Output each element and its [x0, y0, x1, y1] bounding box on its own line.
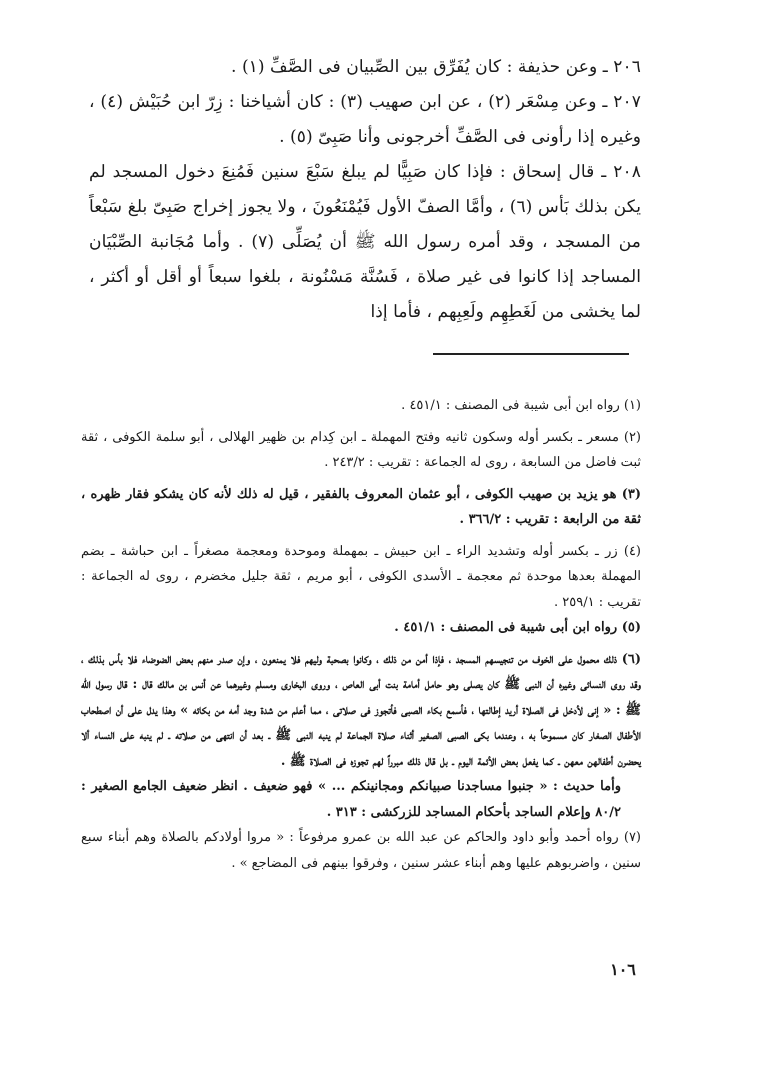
footnote-6-continued: وأما حديث : « جنبوا مساجدنا صبيانكم ومجانينكم ... » فهو ضعيف . انظر ضعيف الجامع الصغير : ٨٠/٢ وإعلام الساجد بأحكام المساجد للزركشى : ٣١٣ .: [81, 779, 621, 820]
paragraph-206: ٢٠٦ ـ وعن حذيفة : كان يُفَرِّق بين الصِّبيان فى الصَّفِّ (١) .: [231, 57, 641, 77]
footnote-1: (١) رواه ابن أبى شيبة فى المصنف : ٤٥١/١ .: [401, 398, 641, 413]
paragraph-207: ٢٠٧ ـ وعن مِسْعَر (٢) ، عن ابن صهيب (٣) : كان أشياخنا : زِرّ ابن حُبَيْش (٤) ، وغيره إذا رأونى فى الصَّفِّ أخرجونى وأنا صَبِىّ (٥) .: [89, 92, 641, 147]
footnote-3: (٣) هو يزيد بن صهيب الكوفى ، أبو عثمان المعروف بالفقير ، قيل له ذلك لأنه كان يشكو فقار ظهره ، ثقة من الرابعة : تقريب : ٣٦٦/٢ .: [81, 486, 641, 527]
main-text: [89, 50, 641, 330]
page-number: ١٠٦: [610, 960, 636, 979]
footnotes: [81, 393, 641, 876]
footnote-divider: [433, 353, 629, 355]
footnote-4: (٤) زر ـ بكسر أوله وتشديد الراء ـ ابن حبيش ـ بمهملة وموحدة ومعجمة مصغراً ـ ابن حباشة ـ بضم المهملة بعدها موحدة ثم معجمة ـ الأسدى الكوفى ، أبو مريم ، ثقة جليل مخضرم ، روى له الجماعة : تقريب : ٢٥٩/١ .: [81, 543, 641, 610]
paragraph-208: ٢٠٨ ـ قال إسحاق : فإذا كان صَبِيًّا لم يبلغ سَبْعَ سنين فَمُنِعَ دخول المسجد لم يكن بذلك بَأس (٦) ، وأمَّا الصفّ الأول فَيُمْنَعُونَ ، ولا يجوز إخراج صَبِىّ بلغ سَبْعاً من المسجد ، وقد أمره رسول الله ﷺ أن يُصَلِّى (٧) . وأما مُجَانبة الصِّبْيَان المساجد إذا كانوا فى غير صلاة ، فَسُنَّة مَسْنُونة ، بلغوا سبعاً أو أقل أو أكثر ، لما يخشى من لَغَطِهِم ولَعِبِهم ، فأما إذا: [89, 162, 642, 322]
footnote-6: (٦) ذلك محمول على الخوف من تنجيسهم المسجد ، فإذا أمن من ذلك ، وكانوا بصحبة وليهم فلا يمنعون ، وإن صدر منهم بعض الضوضاء فلا بأس بذلك ، وقد روى النسائى وغيره أن النبى ﷺ كان يصلى وهو حامل أمامة بنت أبى العاص ، وروى البخارى ومسلم وغيرهما عن أنس بن مالك قال : قال رسول الله ﷺ : « إنى لأدخل فى الصلاة أريد إطالتها ، فأسمع بكاء الصبى فأتجوز فى صلاتى ، مما أعلم من شدة وجد أمه من بكائه » وهذا يدل على أن اصطحاب الأطفال الصغار كان مسموحاً به ، وعندما بكى الصبى الصغير أثناء صلاة الجماعة لم ينبه النبى ﷺ ـ بعد أن انتهى من صلاته ـ لم ينبه على النساء ألا يحضرن أطفالهن معهن ـ كما يفعل بعض الأئمة اليوم ـ بل قال ذلك مبرراً لهم تجوزه فى الصلاة ﷺ .: [81, 651, 641, 769]
footnote-5: (٥) رواه ابن أبى شيبة فى المصنف : ٤٥١/١ .: [394, 620, 641, 635]
footnote-7: (٧) رواه أحمد وأبو داود والحاكم عن عبد الله بن عمرو مرفوعاً : « مروا أولادكم بالصلاة وهم أبناء سبع سنين ، واضربوهم عليها وهم أبناء عشر سنين ، وفرقوا بينهم فى المضاجع » .: [81, 830, 641, 871]
footnote-2: (٢) مسعر ـ بكسر أوله وسكون ثانيه وفتح المهملة ـ ابن كِدام بن ظهير الهلالى ، أبو سلمة الكوفى ، ثقة ثبت فاضل من السابعة ، روى له الجماعة : تقريب : ٢٤٣/٢ .: [81, 429, 641, 470]
